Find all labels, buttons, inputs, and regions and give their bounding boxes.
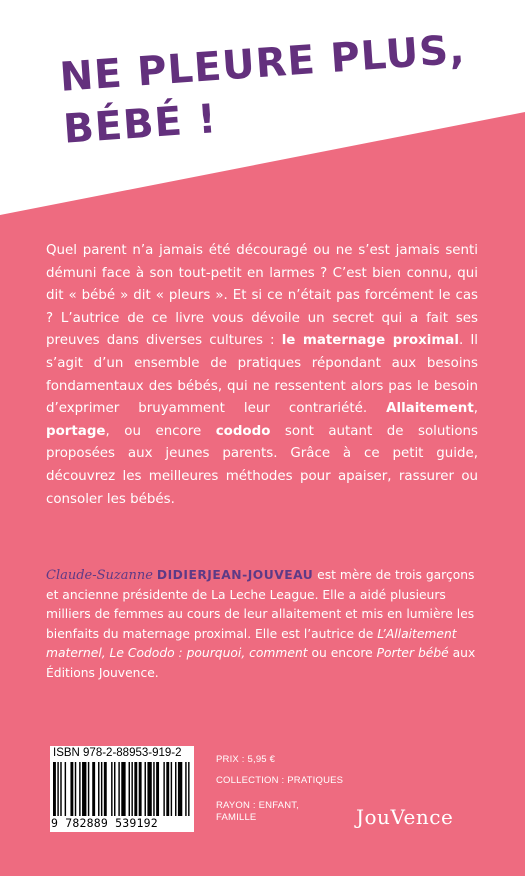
title-line-1: NE PLEURE PLUS, [58, 26, 467, 101]
ean-number: 9 782889 539192 [51, 816, 158, 830]
blurb-bold-maternage: le maternage proximal [281, 333, 459, 349]
blurb-text-3: , [473, 401, 478, 417]
author-first-name: Claude-Suzanne [46, 568, 153, 583]
barcode-bars [53, 762, 191, 816]
title-line-2: BÉBÉ ! [61, 96, 219, 153]
blurb-bold-cododo: cododo [215, 423, 271, 439]
rayon-label: RAYON : ENFANT, FAMILLE [216, 800, 300, 823]
author-bio-text-1: est mère de trois garçons et ancienne présidente de La Leche League. Elle a aidé plusieurs milliers de femmes au cours de leur allaitement et mis en lumière les bienfaits du maternage proximal. Elle est l’autrice de [46, 568, 475, 641]
author-surname: DIDIERJEAN-JOUVEAU [156, 568, 314, 582]
author-book-porter-bebe: Porter bébé [376, 646, 449, 661]
author-bio-text-3: aux Éditions Jouvence. [46, 646, 476, 680]
collection-label: COLLECTION : PRATIQUES [216, 775, 344, 786]
blurb-text-4: , ou encore [105, 423, 216, 439]
author-bio-text-2: ou encore [307, 646, 377, 661]
price-label: PRIX : 5,95 € [216, 754, 276, 765]
blurb-text-1: Quel parent n’a jamais été découragé ou ne s’est jamais senti démuni face à son tout-petit en larmes ? C’est bien connu, qui dit « bébé » dit « pleurs ». Et si ce n’était pas forcément le cas ? L’autrice de ce livre vous dévoile un secret qui a fait ses preuves dans diverses cultures : [46, 243, 478, 349]
barcode [50, 746, 194, 832]
blurb-bold-portage: portage [46, 423, 106, 439]
author-bio [46, 566, 478, 684]
blurb-text-5: sont autant de solutions proposées aux jeunes parents. Grâce à ce petit guide, découvrez les meilleures méthodes pour apaiser, rassurer ou consoler les bébés. [46, 423, 478, 507]
blurb-bold-allaitement: Allaitement [386, 401, 474, 417]
author-book-titles: L’Allaitement maternel, Le Cododo : pourquoi, comment [46, 626, 457, 661]
isbn-label: ISBN 978-2-88953-919-2 [53, 747, 182, 759]
book-blurb [46, 240, 478, 511]
blurb-text-2: . Il s’agit d’un ensemble de pratiques répondant aux besoins fondamentaux des bébés, qui ne ressentent alors pas le besoin d’exprimer bruyamment leur contrariété. [46, 333, 478, 417]
publisher-logo: JouVence [356, 805, 454, 829]
